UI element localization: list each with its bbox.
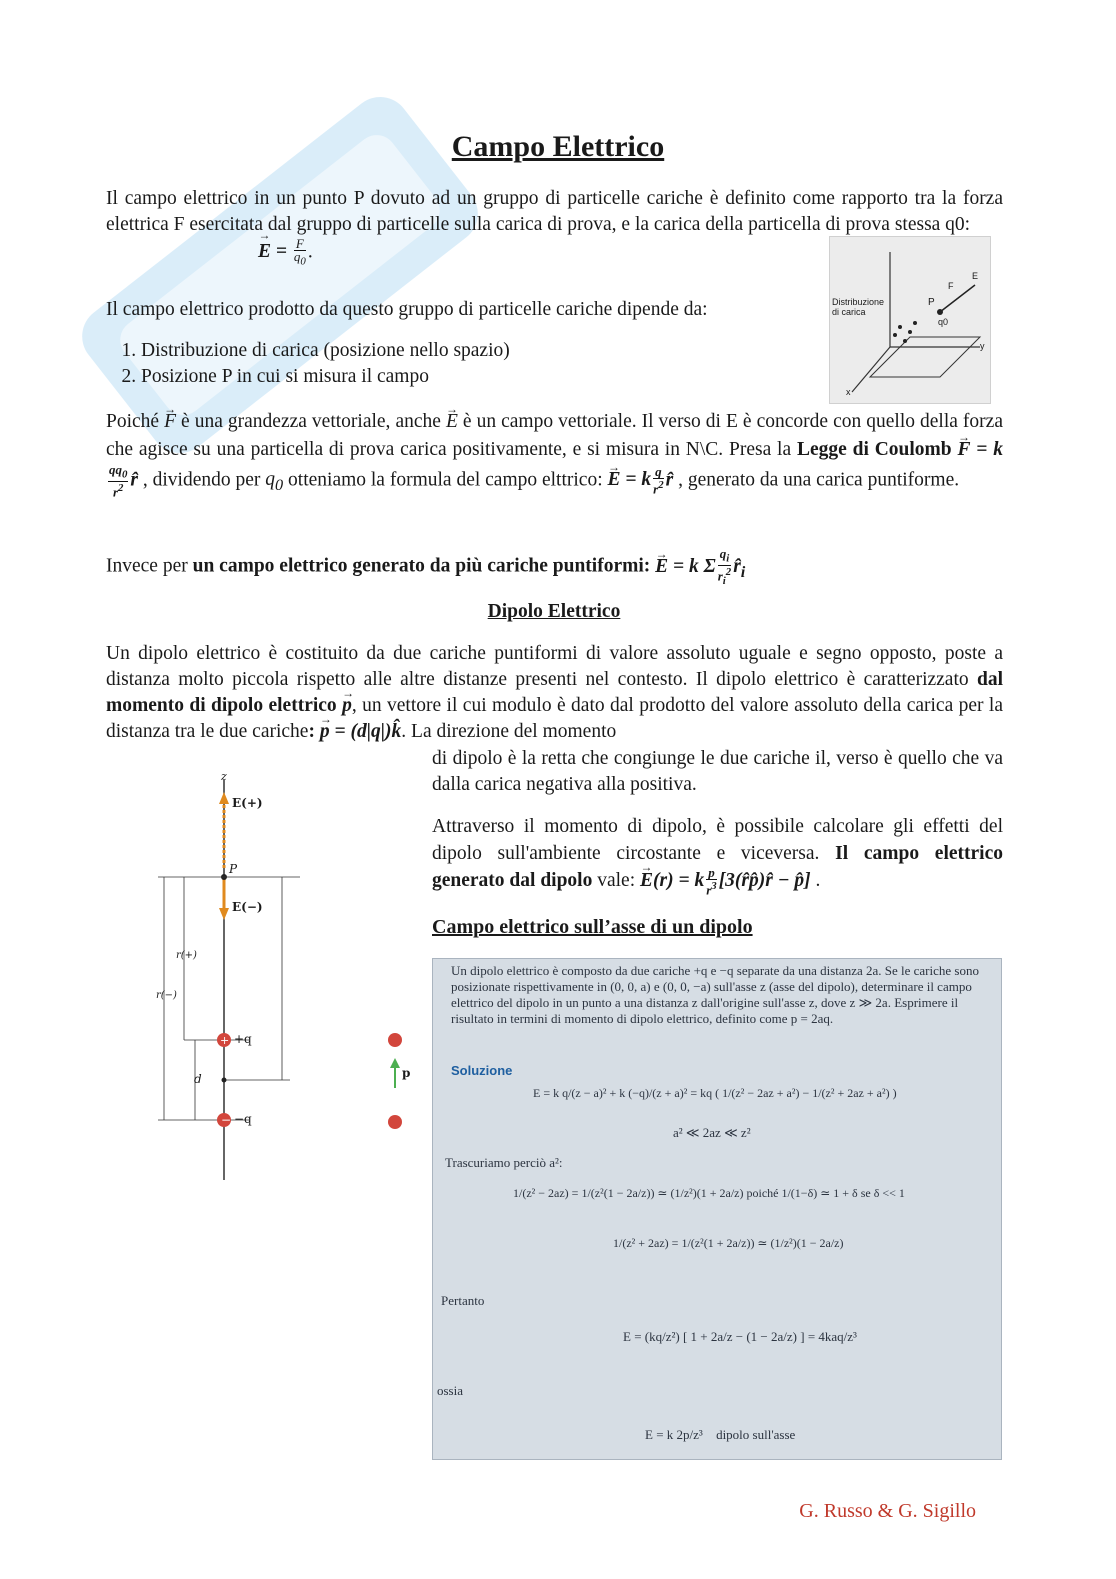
fig2-label-minus-q: −q (234, 1112, 252, 1126)
dipole-section-title: Dipolo Elettrico (487, 601, 621, 622)
intro-paragraph (106, 186, 1003, 238)
dependence-list (106, 338, 806, 390)
intro-text: Il campo elettrico in un punto P dovuto ad un gruppo di particelle cariche è definito come rapporto tra la forza elettrica F esercitata dal gruppo di particelle sulla carica di prova, e la carica della particella di prova stessa q0: (106, 188, 1003, 235)
figure-label-y: y (980, 341, 985, 351)
figure-label-distribution: Distribuzione di carica (832, 297, 885, 317)
scan-equation-1: E = k q/(z − a)² + k (−q)/(z + a)² = kq ( 1/(z² − 2az + a²) − 1/(z² + 2az + a²) ) (533, 1086, 897, 1100)
fig2-label-r-minus: r(−) (156, 990, 177, 1001)
scan-ossia: ossia (437, 1383, 463, 1398)
fig2-label-d: d (194, 1072, 202, 1086)
dipole-text-2: , un vettore il cui modulo è dato dal prodotto del valore assoluto della carica per la distanza tra le due cariche (106, 695, 1004, 742)
vector-text-2: è una grandezza vettoriale, anche (176, 411, 446, 432)
svg-text:−: − (221, 1113, 232, 1127)
multi-charge-line: Invece per un campo elettrico generato da più cariche puntiformi: → E = k Σ $\frac{q_i}{r_i^2}$ $r̂_i$ (106, 548, 1003, 587)
dipole-axis-figure (150, 770, 420, 1190)
effects-text-1: Attraverso il momento di dipolo, è possibile calcolare gli effetti del dipolo sull'ambiente circostante e viceversa. (432, 816, 1003, 864)
effects-bold: Il campo elettrico generato dal dipolo (432, 843, 1003, 892)
vector-text-5: otteniamo la formula del campo elttrico: (283, 469, 608, 491)
field-definition-formula: → E = $\frac{F}{q_0}$ . (258, 238, 313, 268)
multi-bold: un campo elettrico generato da più cariche puntiformi: (192, 555, 651, 577)
coulomb-law-label: Legge di Coulomb (796, 439, 952, 460)
dipole-paragraph: Un dipolo elettrico è costituito da due cariche puntiformi di valore assoluto uguale e segno opposto, poste a distanza molto piccola rispetto alle altre distanze presenti nel contesto. Il dipolo elettrico è caratterizzato dal momento di dipolo elettrico → p, un vettore il cui modulo è dato dal prodotto del valore assoluto della carica per la distanza tra le due cariche: → p = (d|q|)k̂. La direzione del momento (106, 641, 1003, 745)
fig2-label-plus-q: +q (234, 1032, 252, 1046)
dipole-text-3: . La direzione del momento (401, 721, 617, 742)
vector-text-4: , dividendo per (138, 469, 266, 491)
figure-label-x: x (846, 387, 851, 397)
vector-text-1: Poiché (106, 411, 165, 432)
dipole-bold: dal momento di dipolo elettrico (106, 669, 1003, 716)
fig2-label-r-plus: r(+) (176, 950, 197, 961)
scan-equation-3: 1/(z² + 2az) = 1/(z²(1 + 2a/z)) ≃ (1/z²)(1 − 2a/z) (613, 1236, 844, 1250)
dipole-direction-text: di dipolo è la retta che congiunge le due cariche il, verso è quello che va dalla carica negativa alla positiva. (432, 748, 1003, 795)
scan-therefore: Pertanto (441, 1293, 485, 1308)
fig2-label-e-plus: E(+) (232, 796, 263, 810)
scan-equation-5: E = k 2p/z³ (645, 1427, 703, 1442)
axis-field-title: Campo elettrico sull’asse di un dipolo (432, 916, 753, 938)
dependence-lead: Il campo elettrico prodotto da questo gruppo di particelle cariche dipende da: (106, 299, 708, 320)
scan-problem-text: Un dipolo elettrico è composto da due cariche +q e −q separate da una distanza 2a. Se le cariche sono posizionate rispettivamente in (0, 0, a) e (0, 0, −a) sull'asse z (asse del dipolo), determinare il campo elettrico del dipolo in un punto a una distanza z dall'origine sull'asse z, dove z ≫ 2a. Esprimere il risultato in termini di momento di dipolo elettrico, definito come p = 2aq. (451, 963, 979, 1026)
figure-label-e: E (972, 271, 979, 281)
scan-neglect-text: Trascuriamo perciò a²: (445, 1155, 563, 1170)
footer-authors: G. Russo & G. Sigillo (799, 1500, 976, 1522)
vector-text-3: è un campo vettoriale. Il verso di E è concorde con quello della forza che agisce su una particella di prova carica positivamente, e si misura in N\C. Presa la (106, 411, 1003, 460)
vector-paragraph: Poiché → F è una grandezza vettoriale, anche → E è un campo vettoriale. Il verso di E è concorde con quello della forza che agisce su una particella di prova carica positivamente, e si misura in N\C. Presa la Legge di Coulomb → F = k $\frac{qq_0}{r^2}$ r̂ , dividendo per $q_0$ otteniamo la formula del campo elttrico: → E = k $\frac{q}{r^2}$ r̂ , generato da una carica puntiforme. (106, 408, 1003, 499)
page-title: Campo Elettrico (451, 130, 665, 163)
vector-text-6: , generato da una carica puntiforme. (673, 469, 960, 491)
scan-equation-4: E = (kq/z²) [ 1 + 2a/z − (1 − 2a/z) ] = 4kaq/z³ (623, 1329, 857, 1344)
charge-distribution-figure (829, 236, 991, 404)
multi-lead: Invece per (106, 555, 193, 577)
figure-label-f: F (948, 281, 954, 291)
fig2-label-p: P (229, 862, 238, 876)
svg-text:+: + (220, 1034, 230, 1047)
scan-result-label: dipolo sull'asse (716, 1427, 796, 1442)
fig2-label-z: z (221, 770, 227, 783)
figure-drawing (830, 237, 990, 403)
intro-formula-line (106, 246, 806, 272)
scan-result (645, 1427, 795, 1443)
figure-label-p: P (928, 297, 935, 308)
effects-paragraph: Attraverso il momento di dipolo, è possibile calcolare gli effetti del dipolo sull'ambiente circostante e viceversa. Il campo elettrico generato dal dipolo vale: → E(r) = k $\frac{p}{r^3}$ [3(r̂p̂)r̂ − p̂] . (432, 813, 1003, 896)
fig2-label-e-minus: E(−) (232, 900, 263, 914)
effects-text-2: vale: (592, 870, 640, 892)
textbook-scan (432, 958, 1002, 1460)
fig2-label-p-vector: p (402, 1066, 411, 1080)
list-item: 1. Distribuzione di carica (posizione nello spazio) (141, 338, 806, 364)
scan-equation-2: 1/(z² − 2az) = 1/(z²(1 − 2a/z)) ≃ (1/z²)(1 + 2a/z) poiché 1/(1−δ) ≃ 1 + δ se δ << 1 (513, 1186, 905, 1200)
list-item: 2. Posizione P in cui si misura il campo (141, 364, 806, 390)
figure-label-q0: q0 (938, 317, 949, 327)
scan-condition: a² ≪ 2az ≪ z² (673, 1125, 751, 1140)
scan-solution-heading: Soluzione (451, 1063, 513, 1078)
dipole-text-1: Un dipolo elettrico è costituito da due cariche puntiformi di valore assoluto uguale e segno opposto, poste a distanza molto piccola rispetto alle altre distanze presenti nel contesto. Il dipolo elettrico è caratterizzato (106, 643, 1003, 690)
